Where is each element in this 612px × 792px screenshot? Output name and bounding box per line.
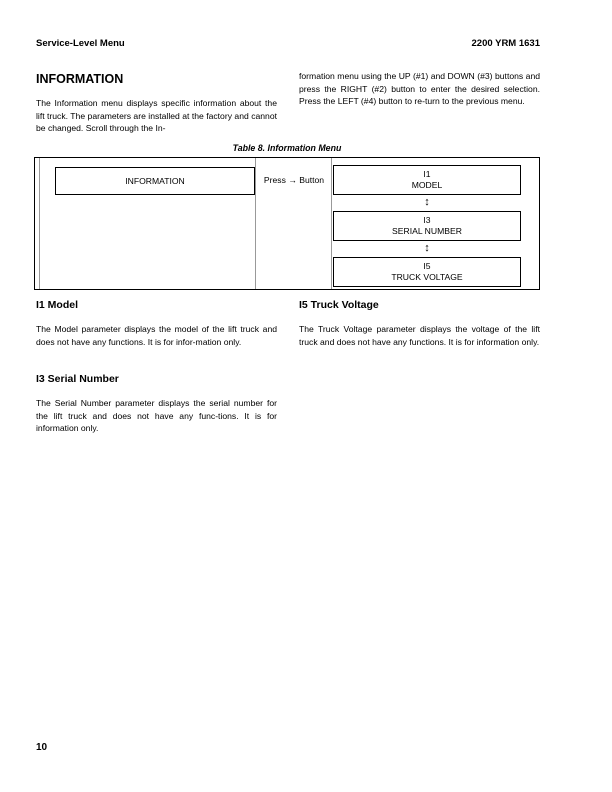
table-inner-rule	[39, 158, 40, 289]
up-down-arrow-icon: ↕	[424, 242, 430, 254]
menu-item-code: I5	[423, 261, 431, 271]
running-header-left: Service-Level Menu	[36, 38, 125, 49]
table-inner-rule	[255, 158, 256, 289]
running-header-right: 2200 YRM 1631	[471, 38, 540, 49]
subheading-i3-serial-number: I3 Serial Number	[36, 373, 119, 385]
menu-item-name: SERIAL NUMBER	[392, 226, 462, 236]
subheading-i1-model: I1 Model	[36, 299, 79, 311]
information-menu-table	[34, 157, 540, 290]
menu-item-i1-box	[333, 165, 521, 195]
paragraph-i1-model: The Model parameter displays the model of the lift truck and does not have any functions. It is for infor-mation only.	[36, 324, 277, 347]
up-down-arrow-icon: ↕	[424, 196, 430, 208]
menu-item-code: I3	[423, 215, 431, 225]
intro-paragraph-col1: The Information menu displays specific information about the lift truck. The parameters are installed at the factory and cannot be changed. Scroll through the In-	[36, 98, 277, 134]
subheading-i5-truck-voltage: I5 Truck Voltage	[299, 299, 379, 311]
menu-item-name: MODEL	[411, 180, 443, 190]
press-button-label: Press → Button	[263, 175, 325, 185]
menu-item-name: TRUCK VOLTAGE	[391, 272, 463, 282]
paragraph-i5-truck-voltage: The Truck Voltage parameter displays the voltage of the lift truck and does not have any functions. It is for information only.	[299, 324, 540, 347]
menu-item-i5-box	[333, 257, 521, 287]
section-heading-information: INFORMATION	[36, 72, 124, 86]
menu-item-i3-box	[333, 211, 521, 241]
menu-item-code: I1	[423, 169, 431, 179]
paragraph-i3-serial-number: The Serial Number parameter displays the serial number for the lift truck and does not have any func-tions. It is for information only.	[36, 398, 277, 434]
intro-paragraph-col2: formation menu using the UP (#1) and DOWN (#3) buttons and press the RIGHT (#2) button to enter the desired selection. Press the LEFT (#4) button to re-turn to the previous menu.	[299, 71, 540, 107]
page-number: 10	[36, 742, 48, 753]
table-inner-rule	[331, 158, 332, 289]
information-menu-box: INFORMATION	[55, 167, 255, 195]
table-caption: Table 8. Information Menu	[232, 143, 342, 153]
